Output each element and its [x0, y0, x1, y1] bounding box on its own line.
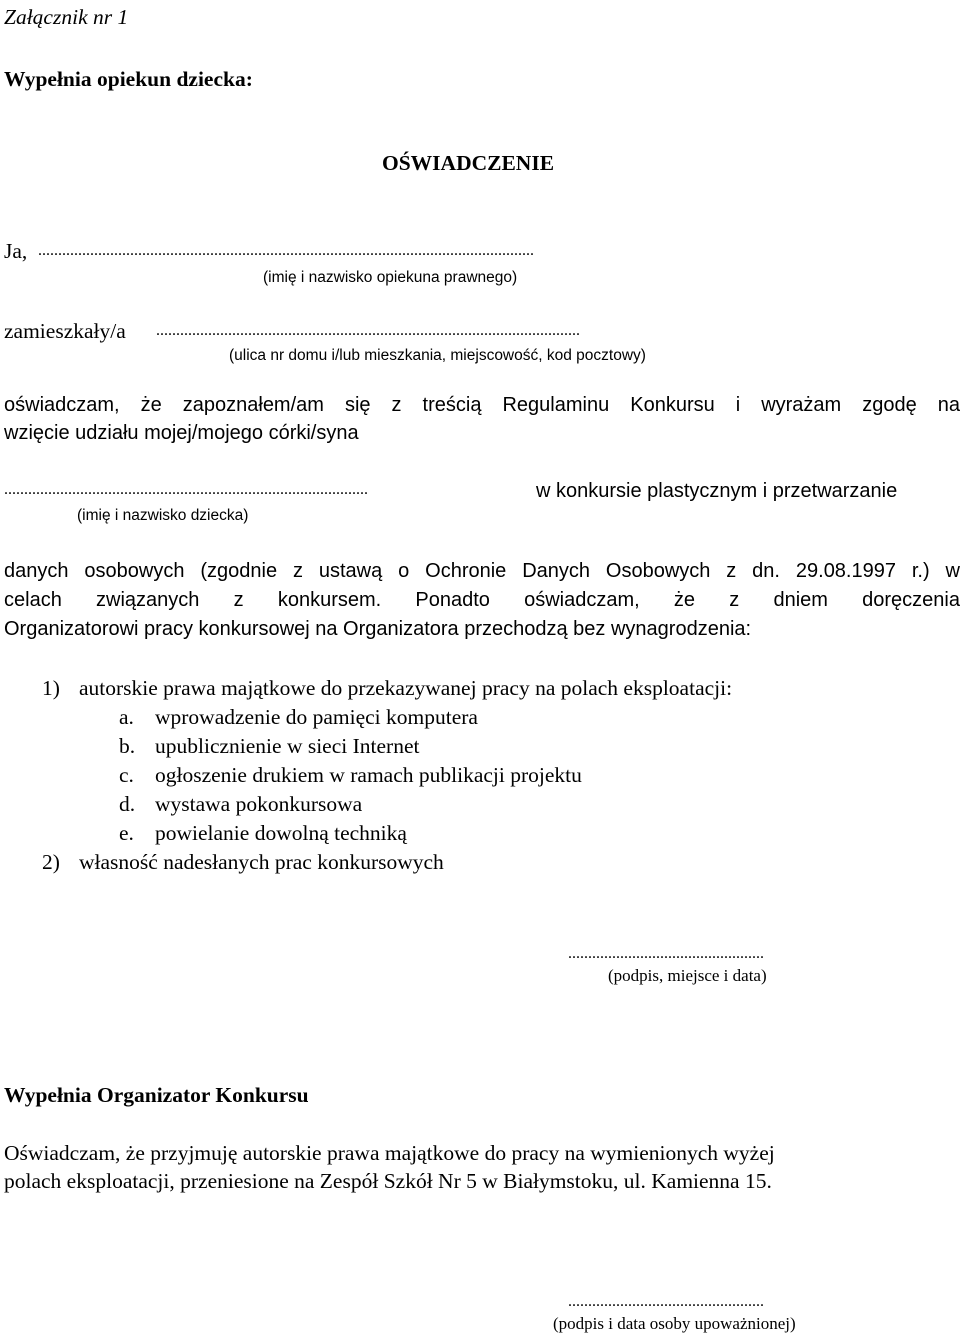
child-name-caption: (imię i nazwisko dziecka): [77, 507, 249, 524]
subitem-letter: c.: [119, 763, 134, 787]
subitem-text: wprowadzenie do pamięci komputera: [155, 705, 478, 729]
attachment-label: Załącznik nr 1: [4, 5, 129, 29]
list-number-1: 1): [42, 676, 60, 700]
signature-caption: (podpis, miejsce i data): [608, 966, 767, 985]
address-label: zamieszkały/a: [4, 319, 126, 343]
organizer-statement-line-1: Oświadczam, że przyjmuję autorskie prawa majątkowe do pracy na wymienionych wyżej: [4, 1141, 775, 1165]
subitem-text: ogłoszenie drukiem w ramach publikacji projektu: [155, 763, 582, 787]
ja-label: Ja,: [4, 239, 28, 263]
guardian-section-heading: Wypełnia opiekun dziecka:: [4, 67, 253, 91]
address-field[interactable]: ..........................................................................................................: [156, 322, 580, 339]
address-caption: (ulica nr domu i/lub mieszkania, miejscowość, kod pocztowy): [229, 347, 646, 364]
authorized-signature-caption: (podpis i data osoby upoważnionej): [553, 1314, 796, 1333]
subitem-letter: b.: [119, 734, 136, 758]
consent-line-2: wzięcie udziału mojej/mojego córki/syna: [4, 422, 359, 444]
organizer-section-heading: Wypełnia Organizator Konkursu: [4, 1083, 309, 1107]
list-number-2: 2): [42, 850, 60, 874]
data-consent-line-2: celach związanych z konkursem. Ponadto oświadczam, że z dniem doręczenia: [4, 589, 960, 611]
guardian-name-field[interactable]: ............................................................................................................................: [38, 242, 534, 259]
subitem-letter: d.: [119, 792, 136, 816]
subitem-text: upublicznienie w sieci Internet: [155, 734, 420, 758]
rights-list-item: autorskie prawa majątkowe do przekazywanej pracy na polach eksploatacji:: [79, 676, 733, 700]
page-title: OŚWIADCZENIE: [382, 151, 555, 175]
subitem-letter: a.: [119, 705, 134, 729]
consent-line-1: oświadczam, że zapoznałem/am się z treścią Regulaminu Konkursu i wyrażam zgodę na: [4, 394, 960, 416]
authorized-signature-field[interactable]: .................................................: [568, 1293, 764, 1310]
guardian-name-caption: (imię i nazwisko opiekuna prawnego): [263, 269, 518, 286]
subitem-letter: e.: [119, 821, 134, 845]
child-name-field[interactable]: ...........................................................................................: [4, 481, 368, 498]
ownership-list-item: własność nadesłanych prac konkursowych: [79, 850, 444, 874]
subitem-text: wystawa pokonkursowa: [155, 792, 363, 816]
signature-field[interactable]: .................................................: [568, 945, 764, 962]
subitem-text: powielanie dowolną techniką: [155, 821, 407, 845]
contest-consent-tail: w konkursie plastycznym i przetwarzanie: [536, 480, 898, 502]
data-consent-line-1: danych osobowych (zgodnie z ustawą o Ochronie Danych Osobowych z dn. 29.08.1997 r.) w: [4, 560, 960, 582]
data-consent-line-3: Organizatorowi pracy konkursowej na Organizatora przechodzą bez wynagrodzenia:: [4, 618, 752, 640]
organizer-statement-line-2: polach eksploatacji, przeniesione na Zespół Szkół Nr 5 w Białymstoku, ul. Kamienna 15.: [4, 1169, 772, 1193]
